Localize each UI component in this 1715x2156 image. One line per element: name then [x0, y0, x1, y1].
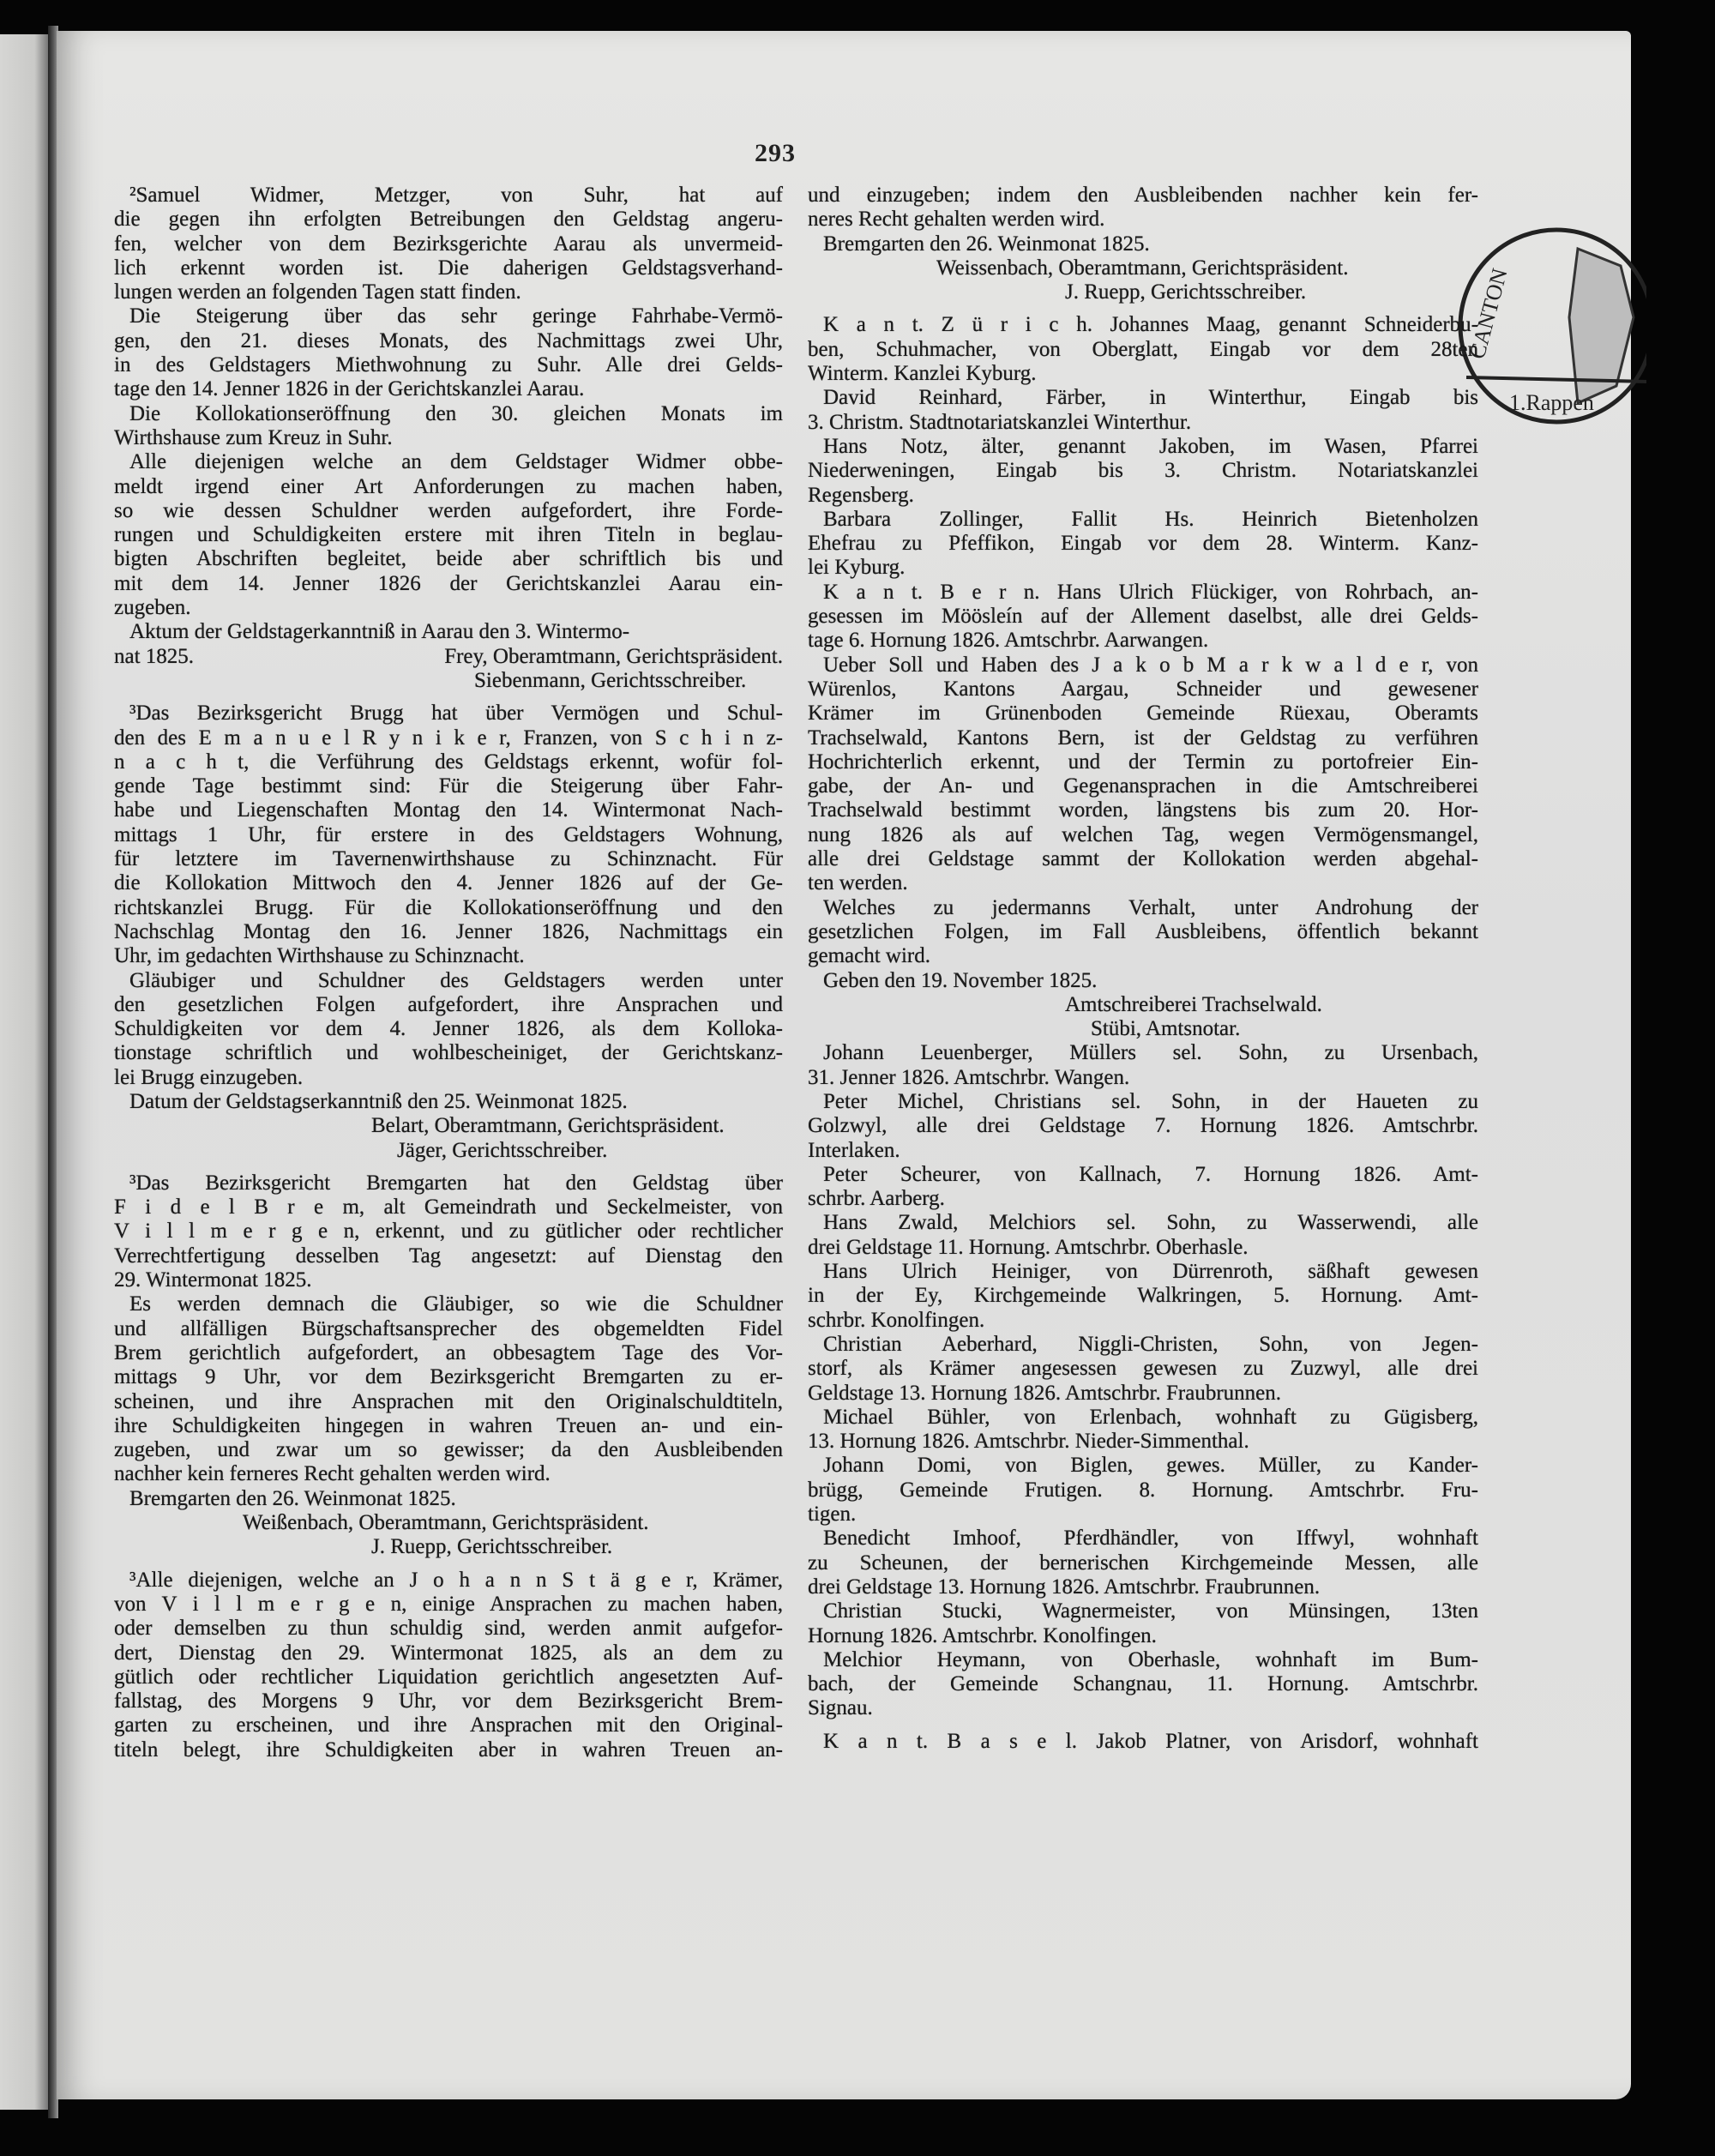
text-line: ³Das Bezirksgericht Brugg hat über Vermögen und Schul-	[129, 702, 783, 726]
text-line: ³Das Bezirksgericht Bremgarten hat den Geldstag über	[129, 1171, 783, 1195]
text-line: lei Kyburg.	[808, 556, 906, 580]
text-line: mit dem 14. Jenner 1826 der Gerichtskanzlei Aarau ein-	[114, 571, 783, 595]
text-line: n a c h t, die Verführung des Geldstags erkennt, wofür fol-	[114, 750, 783, 774]
text-line: ³Alle diejenigen, welche an J o h a n n S t ä g e r, Krämer,	[129, 1568, 783, 1592]
text-line: Alle diejenigen welche an dem Geldstager Widmer obbe-	[129, 450, 783, 474]
text-line: Ehefrau zu Pfeffikon, Eingab vor dem 28. Winterm. Kanz-	[808, 532, 1478, 556]
text-line: ²Samuel Widmer, Metzger, von Suhr, hat auf	[129, 184, 783, 207]
text-line: K a n t. B e r n. Hans Ulrich Flückiger, von Rohrbach, an-	[823, 580, 1478, 604]
signature-line: J. Ruepp, Gerichtsschreiber.	[1065, 280, 1307, 304]
paragraph	[808, 1648, 1478, 1721]
text-line: Hochrichterlich erkennt, und der Termin zu portofreier Ein-	[808, 750, 1478, 774]
paragraph	[114, 402, 783, 451]
text-line: habe und Liegenschaften Montag den 14. Wintermonat Nach-	[114, 798, 783, 822]
signature-line: Weissenbach, Oberamtmann, Gerichtspräsident.	[936, 256, 1349, 280]
signature-line: J. Ruepp, Gerichtsschreiber.	[371, 1535, 613, 1559]
text-line: lich erkennt worden ist. Die daherigen Geldstagsverhand-	[114, 256, 783, 280]
text-line: Nachschlag Montag den 16. Jenner 1826, Nachmittags ein	[114, 919, 783, 943]
text-line: titeln belegt, ihre Schuldigkeiten aber in wahren Treuen an-	[114, 1737, 783, 1762]
text-line: gende Tage bestimmt sind: Für die Steigerung über Fahr-	[114, 774, 783, 798]
text-line: von V i l l m e r g e n, einige Ansprachen zu machen haben,	[114, 1592, 783, 1616]
text-line: Regensberg.	[808, 483, 914, 507]
text-line: zu Scheunen, der bernerischen Kirchgemeinde Messen, alle	[808, 1551, 1478, 1575]
text-line: Johann Leuenberger, Müllers sel. Sohn, zu Ursenbach,	[823, 1041, 1478, 1065]
tax-stamp	[1449, 214, 1646, 429]
text-line: fen, welcher von dem Bezirksgerichte Aarau als unvermeid-	[114, 232, 783, 256]
stamp-canton-text: CANTON	[1464, 265, 1513, 362]
text-line: Christian Stucki, Wagnermeister, von Münsingen, 13ten	[823, 1599, 1478, 1623]
text-line: Golzwyl, alle drei Geldstage 7. Hornung 1826. Amtschrbr.	[808, 1114, 1478, 1138]
text-line: lungen werden an folgenden Tagen statt finden.	[114, 280, 521, 304]
signature-line: Amtschreiberei Trachselwald.	[1065, 992, 1322, 1016]
text-line: zugeben, und zwar um so gewisser; da den Ausbleibenden	[114, 1438, 783, 1462]
text-line: Datum der Geldstagserkanntniß den 25. Weinmonat 1825.	[129, 1089, 628, 1113]
text-line: Benedicht Imhoof, Pferdhändler, von Iffwyl, wohnhaft	[823, 1527, 1478, 1551]
text-line: F i d e l B r e m, alt Gemeindrath und Seckelmeister, von	[114, 1195, 783, 1220]
text-line: meldt irgend einer Art Anforderungen zu machen haben,	[114, 474, 783, 498]
text-line: Wirthshause zum Kreuz in Suhr.	[114, 425, 393, 449]
text-line: Gläubiger und Schuldner des Geldstagers werden unter	[129, 968, 783, 992]
text-line: für letztere im Tavernenwirthshause zu Schinznacht. Für	[114, 847, 783, 871]
paragraph	[114, 1090, 783, 1114]
text-line: V i l l m e r g e n, erkennt, und zu gütlicher oder rechtlicher	[114, 1220, 783, 1244]
paragraph	[808, 969, 1478, 993]
signature-line: Weißenbach, Oberamtmann, Gerichtspräsident.	[243, 1511, 649, 1535]
text-line: 29. Wintermonat 1825.	[114, 1268, 312, 1292]
text-line: Die Steigerung über das sehr geringe Fahrhabe-Vermö-	[129, 304, 783, 328]
text-line: Würenlos, Kantons Aargau, Schneider und gewesener	[808, 677, 1478, 701]
text-line: Winterm. Kanzlei Kyburg.	[808, 362, 1037, 386]
text-line: so wie dessen Schuldner werden aufgefordert, ihre Forde-	[114, 498, 783, 522]
text-line: Brem gerichtlich aufgefordert, an obbesagtem Tage des Vor-	[114, 1340, 783, 1364]
text-line: lei Brugg einzugeben.	[114, 1065, 304, 1089]
text-line: richtskanzlei Brugg. Für die Kollokationseröffnung und den	[114, 895, 783, 919]
text-line: Hornung 1826. Amtschrbr. Konolfingen.	[808, 1623, 1157, 1647]
paragraph	[808, 508, 1478, 581]
paragraph	[808, 1090, 1478, 1163]
paragraph	[114, 620, 783, 644]
paragraph	[808, 435, 1478, 508]
right-column	[808, 184, 1478, 1754]
previous-page-edge	[0, 34, 50, 2110]
section-gap	[114, 1560, 783, 1569]
text-line: Trachselwald, Kantons Bern, ist der Geldstag zu verführen	[808, 726, 1478, 750]
text-line: Signau.	[808, 1696, 873, 1720]
text-line: Christian Aeberhard, Niggli-Christen, Sohn, von Jegen-	[823, 1332, 1478, 1356]
text-line: Geldstage 13. Hornung 1826. Amtschrbr. Fraubrunnen.	[808, 1381, 1282, 1405]
text-line: 31. Jenner 1826. Amtschrbr. Wangen.	[808, 1065, 1130, 1089]
text-line: neres Recht gehalten werden wird.	[808, 208, 1105, 232]
paragraph	[808, 1163, 1478, 1212]
text-line: bigten Abschriften begleitet, beide aber schriftlich bis und	[114, 547, 783, 571]
text-line: brügg, Gemeinde Frutigen. 8. Hornung. Amtschrbr. Fru-	[808, 1478, 1478, 1502]
paragraph	[808, 1730, 1478, 1754]
text-line: Es werden demnach die Gläubiger, so wie die Schuldner	[129, 1292, 783, 1316]
text-line: und einzugeben; indem den Ausbleibenden nachher kein fer-	[808, 184, 1478, 207]
text-line: Hans Notz, älter, genannt Jakoben, im Wasen, Pfarrei	[823, 434, 1478, 458]
paragraph	[114, 184, 783, 304]
text-line: schrbr. Aarberg.	[808, 1187, 945, 1211]
paragraph	[808, 313, 1478, 386]
text-line: in des Geldstagers Miethwohnung zu Suhr. Alle drei Gelds-	[114, 353, 783, 377]
text-line: die Kollokation Mittwoch den 4. Jenner 1826 auf der Ge-	[114, 871, 783, 895]
signature-line: Stübi, Amtsnotar.	[1091, 1017, 1241, 1041]
paragraph	[808, 1406, 1478, 1454]
text-line: Melchior Heymann, von Oberhasle, wohnhaft im Bum-	[823, 1647, 1478, 1671]
text-line: die gegen ihn erfolgten Betreibungen den Geldstag angeru-	[114, 208, 783, 232]
text-line: tigen.	[808, 1503, 857, 1527]
paragraph	[808, 581, 1478, 653]
text-line: mittags 9 Uhr, vor dem Bezirksgericht Bremgarten zu er-	[114, 1365, 783, 1389]
paragraph	[808, 386, 1478, 435]
date-text: nat 1825.	[114, 644, 195, 668]
text-line: David Reinhard, Färber, in Winterthur, Eingab bis	[823, 386, 1478, 410]
text-line: Michael Bühler, von Erlenbach, wohnhaft zu Gügisberg,	[823, 1405, 1478, 1429]
date-signature-line	[114, 645, 783, 669]
text-line: Geben den 19. November 1825.	[823, 968, 1098, 992]
text-line: nung 1826 als auf welchen Tag, wegen Vermögensmangel,	[808, 822, 1478, 846]
text-line: Hans Zwald, Melchiors sel. Sohn, zu Wasserwendi, alle	[823, 1211, 1478, 1235]
signature-line: Jäger, Gerichtsschreiber.	[397, 1138, 608, 1162]
text-line: Interlaken.	[808, 1138, 900, 1162]
text-line: tage 6. Hornung 1826. Amtschrbr. Aarwangen.	[808, 629, 1209, 653]
section-gap	[808, 304, 1478, 313]
signature-text: Frey, Oberamtmann, Gerichtspräsident.	[444, 644, 783, 668]
text-line: K a n t. Z ü r i c h. Johannes Maag, genannt Schneiderbu-	[823, 313, 1478, 337]
text-line: Hans Ulrich Heiniger, von Dürrenroth, säßhaft gewesen	[823, 1260, 1478, 1284]
paragraph	[114, 450, 783, 620]
text-line: Die Kollokationseröffnung den 30. gleichen Monats im	[129, 401, 783, 425]
text-line: Ueber Soll und Haben des J a k o b M a r k w a l d e r, von	[823, 653, 1478, 677]
text-line: 13. Hornung 1826. Amtschrbr. Nieder-Simmenthal.	[808, 1430, 1249, 1454]
text-line: Welches zu jedermanns Verhalt, unter Androhung der	[823, 895, 1478, 919]
text-line: Trachselwald bestimmt worden, längstens bis zum 20. Hor-	[808, 798, 1478, 822]
text-line: drei Geldstage 11. Hornung. Amtschrbr. Oberhasle.	[808, 1235, 1249, 1259]
text-line: tionstage schriftlich und wohlbescheiniget, der Gerichtskanz-	[114, 1041, 783, 1065]
text-line: Bremgarten den 26. Weinmonat 1825.	[823, 232, 1150, 256]
stamp-value-text: 1.Rappen	[1509, 390, 1594, 415]
text-line: gütlich oder rechtlicher Liquidation gerichtlich angesetzten Auf-	[114, 1665, 783, 1689]
text-line: storf, als Krämer angesessen gewesen zu Zuzwyl, alle drei	[808, 1357, 1478, 1381]
text-line: den gesetzlichen Folgen aufgefordert, ihre Ansprachen und	[114, 992, 783, 1016]
paragraph	[808, 896, 1478, 969]
paragraph	[114, 304, 783, 401]
text-line: Barbara Zollinger, Fallit Hs. Heinrich Bietenholzen	[823, 507, 1478, 531]
paragraph	[808, 1260, 1478, 1333]
text-line: Krämer im Grünenboden Gemeinde Rüexau, Oberamts	[808, 702, 1478, 726]
paragraph	[808, 1599, 1478, 1648]
text-line: 3. Christm. Stadtnotariatskanzlei Winterthur.	[808, 410, 1192, 434]
paragraph	[114, 969, 783, 1090]
paragraph	[808, 1527, 1478, 1599]
text-line: gemacht wird.	[808, 944, 931, 968]
text-line: scheinen, und ihre Ansprachen mit den Originalschuldtiteln,	[114, 1389, 783, 1413]
text-line: zugeben.	[114, 596, 191, 620]
text-line: Peter Scheurer, von Kallnach, 7. Hornung 1826. Amt-	[823, 1162, 1478, 1186]
text-line: rungen und Schuldigkeiten erstere mit ihren Titeln in beglau-	[114, 523, 783, 547]
text-line: Schuldigkeiten vor dem 4. Jenner 1826, als dem Kolloka-	[114, 1017, 783, 1041]
text-line: ihre Schuldigkeiten hingegen in wahren Treuen an- und ein-	[114, 1413, 783, 1437]
text-line: tage den 14. Jenner 1826 in der Gerichtskanzlei Aarau.	[114, 377, 585, 401]
text-line: Niederweningen, Eingab bis 3. Christm. Notariatskanzlei	[808, 459, 1478, 483]
paragraph	[808, 232, 1478, 256]
section-gap	[808, 1721, 1478, 1730]
left-column	[114, 184, 783, 1762]
text-line: mittags 1 Uhr, für erstere in des Geldstagers Wohnung,	[114, 822, 783, 846]
text-line: den des E m a n u e l R y n i k e r, Franzen, von S c h i n z-	[114, 726, 783, 750]
text-line: ben, Schuhmacher, von Oberglatt, Eingab vor dem 28ten	[808, 337, 1478, 361]
paragraph	[808, 184, 1478, 232]
paragraph	[114, 1292, 783, 1486]
paragraph	[114, 1487, 783, 1511]
text-line: Johann Domi, von Biglen, gewes. Müller, zu Kander-	[823, 1454, 1478, 1478]
text-line: drei Geldstage 13. Hornung 1826. Amtschrbr. Fraubrunnen.	[808, 1575, 1321, 1599]
text-line: Peter Michel, Christians sel. Sohn, in der Haueten zu	[823, 1089, 1478, 1113]
text-line: und allfälligen Bürgschaftsansprecher des obgemeldten Fidel	[114, 1316, 783, 1340]
section-gap	[114, 693, 783, 702]
text-line: gesetzlichen Folgen, im Fall Ausbleibens, öffentlich bekannt	[808, 919, 1478, 943]
text-line: dert, Dienstag den 29. Wintermonat 1825, als an dem zu	[114, 1641, 783, 1665]
paragraph	[808, 1333, 1478, 1406]
text-line: ten werden.	[808, 871, 908, 895]
section-gap	[114, 1163, 783, 1171]
text-line: alle drei Geldstage sammt der Kollokation werden abgehal-	[808, 847, 1478, 871]
paragraph	[114, 1569, 783, 1762]
text-line: in der Ey, Kirchgemeinde Walkringen, 5. Hornung. Amt-	[808, 1284, 1478, 1308]
paragraph	[808, 1041, 1478, 1090]
text-line: garten zu erscheinen, und ihre Ansprachen mit den Original-	[114, 1713, 783, 1737]
text-line: gen, den 21. dieses Monats, des Nachmittags zwei Uhr,	[114, 328, 783, 352]
text-line: Bremgarten den 26. Weinmonat 1825.	[129, 1486, 456, 1510]
page-number: 293	[755, 139, 796, 167]
text-line: Uhr, im gedachten Wirthshause zu Schinznacht.	[114, 944, 525, 968]
paragraph	[808, 1211, 1478, 1260]
text-line: Aktum der Geldstagerkanntniß in Aarau den 3. Wintermo-	[129, 620, 630, 644]
paragraph	[808, 1454, 1478, 1527]
paragraph	[808, 653, 1478, 896]
paragraph	[114, 702, 783, 968]
text-line: nachher kein ferneres Recht gehalten werden wird.	[114, 1462, 551, 1486]
paragraph	[114, 1171, 783, 1292]
text-line: bach, der Gemeinde Schangnau, 11. Hornung. Amtschrbr.	[808, 1672, 1478, 1696]
text-line: fallstag, des Morgens 9 Uhr, vor dem Bezirksgericht Brem-	[114, 1689, 783, 1713]
text-line: K a n t. B a s e l. Jakob Platner, von Arisdorf, wohnhaft	[823, 1729, 1478, 1753]
signature-line: Belart, Oberamtmann, Gerichtspräsident.	[371, 1114, 725, 1138]
text-line: Verrechtfertigung desselben Tag angesetzt: auf Dienstag den	[114, 1244, 783, 1268]
text-line: oder demselben zu thun schuldig sind, werden anmit aufgefor-	[114, 1617, 783, 1641]
text-line: gabe, der An- und Gegenansprachen in die Amtschreiberei	[808, 774, 1478, 798]
text-line: schrbr. Konolfingen.	[808, 1308, 985, 1332]
signature-line: Siebenmann, Gerichtsschreiber.	[474, 668, 747, 692]
text-line: gesessen im Möösleín auf der Allement daselbst, alle drei Gelds-	[808, 605, 1478, 629]
